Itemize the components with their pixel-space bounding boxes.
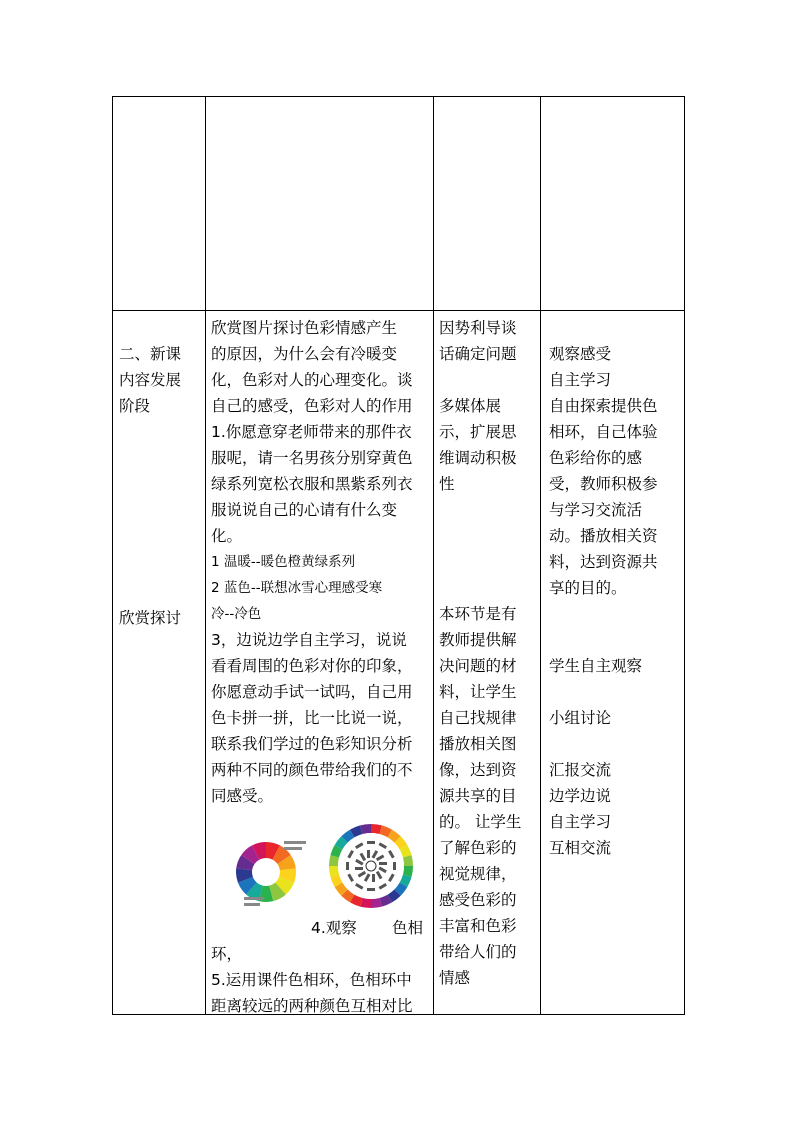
activity-cell bbox=[541, 311, 685, 1015]
color-wheel-label-mark bbox=[372, 874, 375, 882]
text-line: 小组讨论 bbox=[549, 709, 612, 727]
text-line: 性 bbox=[439, 475, 455, 493]
text-line: 化。 bbox=[211, 527, 243, 545]
text-line: 播放相关图 bbox=[439, 735, 517, 753]
text-line: 示，扩展思 bbox=[439, 423, 517, 441]
text-line: 欣赏探讨 bbox=[119, 609, 182, 627]
lesson-plan-table bbox=[112, 96, 685, 1015]
text-line: 你愿意动手试一试吗，自己用 bbox=[211, 683, 413, 701]
text-line: 二、新课 bbox=[119, 345, 182, 363]
text-line: 料，让学生 bbox=[439, 683, 517, 701]
text-line: 欣赏图片探讨色彩情感产生 bbox=[211, 319, 398, 337]
color-wheel-image-2 bbox=[327, 822, 419, 914]
text-line: 内容发展 bbox=[119, 371, 182, 389]
color-wheel-label-mark bbox=[393, 862, 396, 870]
text-line: 5.运用课件色相环，色相环中 bbox=[211, 971, 412, 989]
text-line: 互相交流 bbox=[549, 839, 612, 857]
blank-cell bbox=[541, 97, 685, 311]
blank-cell bbox=[434, 97, 541, 311]
text-line: 感受色彩的 bbox=[439, 891, 517, 909]
text-line: 视觉规律， bbox=[439, 865, 517, 883]
text-line: 情感 bbox=[439, 969, 471, 987]
text-line: 联系我们学过的色彩知识分析 bbox=[211, 735, 413, 753]
color-wheel-label-mark bbox=[367, 841, 375, 844]
text-line: 自主学习 bbox=[549, 371, 612, 389]
text-line: 环， bbox=[211, 945, 243, 963]
text-line: 的。 让学生 bbox=[439, 813, 522, 831]
color-wheel-label-mark bbox=[379, 862, 387, 865]
text-line: 源共享的目 bbox=[439, 787, 517, 805]
text-line: 决问题的材 bbox=[439, 657, 517, 675]
table-row-blank bbox=[113, 97, 685, 311]
color-wheel-label-mark bbox=[355, 867, 363, 870]
text-line: 观察感受 bbox=[549, 345, 612, 363]
text-line: 享的目的。 bbox=[549, 579, 627, 597]
text-line: 冷--冷色 bbox=[211, 606, 262, 622]
color-wheel-label-mark bbox=[367, 888, 375, 891]
observe-text: 4.观察 bbox=[311, 919, 357, 937]
text-line: 本环节是有 bbox=[439, 605, 517, 623]
text-line: 相环，自己体验 bbox=[549, 423, 658, 441]
table-row-new-lesson bbox=[113, 311, 685, 1015]
text-line: 动。播放相关资 bbox=[549, 527, 658, 545]
text-line: 因势利导谈 bbox=[439, 319, 517, 337]
text-line: 两种不同的颜色带给我们的不 bbox=[211, 761, 413, 779]
stage-cell bbox=[113, 311, 206, 1015]
text-line: 色彩给你的感 bbox=[549, 449, 643, 467]
text-line: 受，教师积极参 bbox=[549, 475, 658, 493]
text-line: 绿系列宽松衣服和黑紫系列衣 bbox=[211, 475, 413, 493]
text-line: 与学习交流活 bbox=[549, 501, 643, 519]
text-line: 话确定问题 bbox=[439, 345, 517, 363]
text-line: 了解色彩的 bbox=[439, 839, 517, 857]
blank-cell bbox=[206, 97, 434, 311]
text-line: 边学边说 bbox=[549, 787, 612, 805]
text-line: 同感受。 bbox=[211, 787, 274, 805]
text-line: 教师提供解 bbox=[439, 631, 517, 649]
text-line: 自己的感受，色彩对人的作用 bbox=[211, 397, 413, 415]
text-line: 1.你愿意穿老师带来的那件衣 bbox=[211, 423, 412, 441]
color-wheel-label-mark bbox=[367, 850, 370, 858]
content-cell bbox=[206, 311, 434, 1015]
text-line: 汇报交流 bbox=[549, 761, 612, 779]
text-line: 丰富和色彩 bbox=[439, 917, 517, 935]
text-line: 维调动积极 bbox=[439, 449, 517, 467]
color-wheel-text: 色相 bbox=[392, 919, 424, 937]
text-line: 看看周围的色彩对你的印象， bbox=[211, 657, 413, 675]
text-line: 自己找规律 bbox=[439, 709, 517, 727]
method-cell bbox=[434, 311, 541, 1015]
color-wheel-image-1 bbox=[236, 829, 334, 917]
text-line: 2 蓝色--联想冰雪心理感受寒 bbox=[211, 580, 383, 596]
text-line: 1 温暖--暖色橙黄绿系列 bbox=[211, 554, 356, 570]
text-line: 自由探索提供色 bbox=[549, 397, 658, 415]
color-wheel-label-mark bbox=[346, 862, 349, 870]
text-line: 像，达到资 bbox=[439, 761, 517, 779]
text-line: 自主学习 bbox=[549, 813, 612, 831]
text-line: 多媒体展 bbox=[439, 397, 502, 415]
text-line: 学生自主观察 bbox=[549, 657, 643, 675]
text-line: 距离较远的两种颜色互相对比 bbox=[211, 997, 413, 1014]
text-line: 服说说自己的心请有什么变 bbox=[211, 501, 398, 519]
text-line: 服呢，请一名男孩分别穿黄色 bbox=[211, 449, 413, 467]
text-line: 3，边说边学自主学习，说说 bbox=[211, 631, 407, 649]
text-line: 的原因，为什么会有冷暖变 bbox=[211, 345, 398, 363]
text-line: 阶段 bbox=[119, 397, 151, 415]
blank-cell bbox=[113, 97, 206, 311]
text-line: 化，色彩对人的心理变化。谈 bbox=[211, 371, 413, 389]
text-line: 带给人们的 bbox=[439, 943, 517, 961]
text-line: 料，达到资源共 bbox=[549, 553, 658, 571]
text-line: 色卡拼一拼，比一比说一说， bbox=[211, 709, 413, 727]
